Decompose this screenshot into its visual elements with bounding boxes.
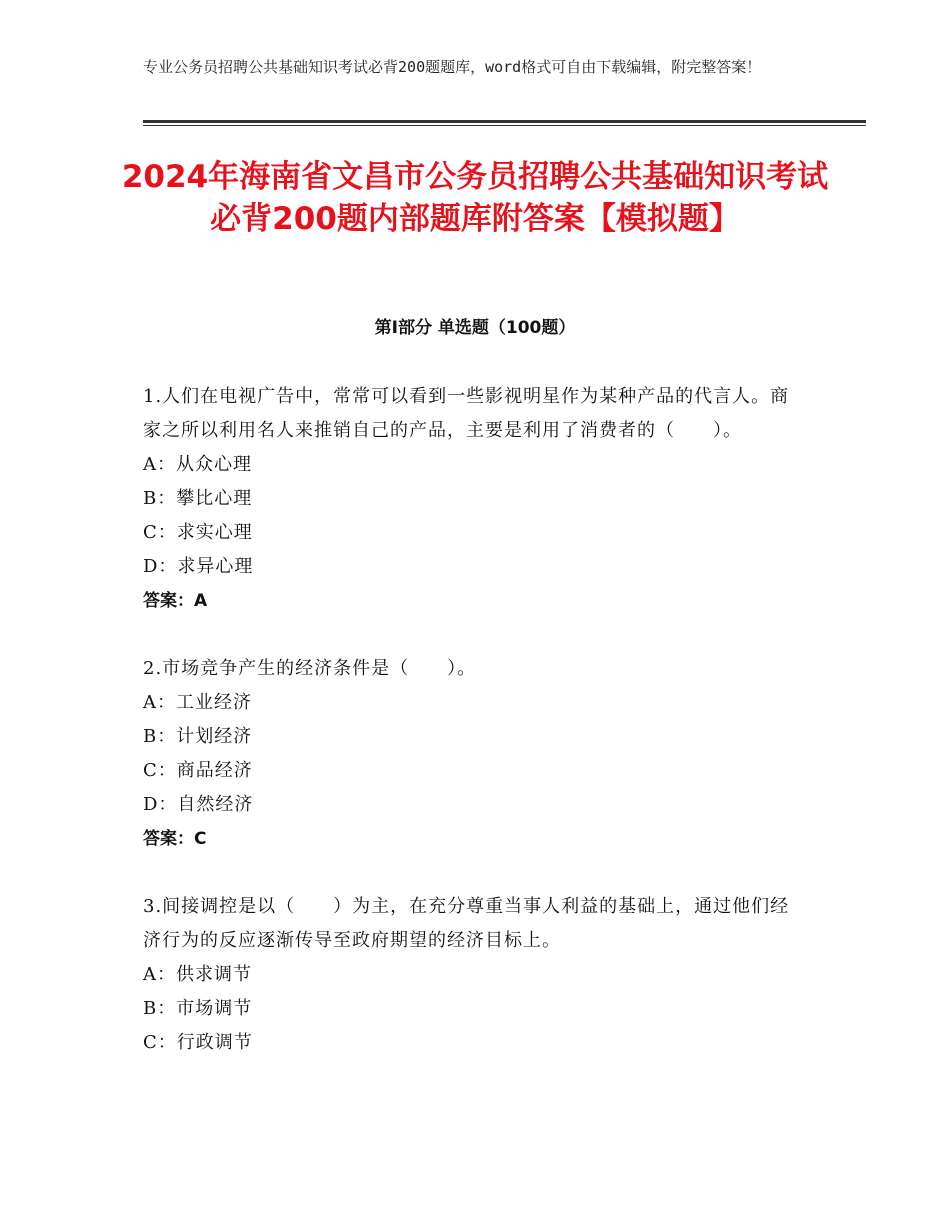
question-1 [143, 380, 803, 618]
option-b: B：市场调节 [143, 998, 253, 1019]
question-3 [143, 890, 803, 1060]
option-c: C：求实心理 [143, 522, 253, 543]
header-divider-thin [143, 125, 866, 126]
option-d: D：求异心理 [143, 556, 254, 577]
option-b: B：计划经济 [143, 726, 253, 747]
answer-line: 答案：A [143, 591, 208, 611]
header-divider-thick [143, 120, 866, 123]
question-stem: 2.市场竞争产生的经济条件是（ ）。 [143, 658, 477, 679]
section-heading: 第Ⅰ部分 单选题（100题） [374, 318, 576, 338]
question-stem: 1.人们在电视广告中，常常可以看到一些影视明星作为某种产品的代言人。商家之所以利用名人来推销自己的产品，主要是利用了消费者的（ ）。 [143, 386, 790, 441]
option-a: A：从众心理 [143, 454, 252, 475]
option-c: C：商品经济 [143, 760, 253, 781]
option-a: A：供求调节 [143, 964, 252, 985]
option-b: B：攀比心理 [143, 488, 253, 509]
question-2 [143, 652, 803, 856]
option-c: C：行政调节 [143, 1032, 253, 1053]
document-title: 2024年海南省文昌市公务员招聘公共基础知识考试必背200题内部题库附答案【模拟题】 [121, 159, 829, 237]
question-stem: 3.间接调控是以（ ）为主，在充分尊重当事人利益的基础上，通过他们经济行为的反应逐渐传导至政府期望的经济目标上。 [143, 896, 790, 951]
option-d: D：自然经济 [143, 794, 254, 815]
header-note: 专业公务员招聘公共基础知识考试必背200题题库，word格式可自由下载编辑，附完整答案！ [143, 58, 762, 76]
answer-line: 答案：C [143, 829, 207, 849]
question-list [143, 380, 803, 1094]
option-a: A：工业经济 [143, 692, 252, 713]
